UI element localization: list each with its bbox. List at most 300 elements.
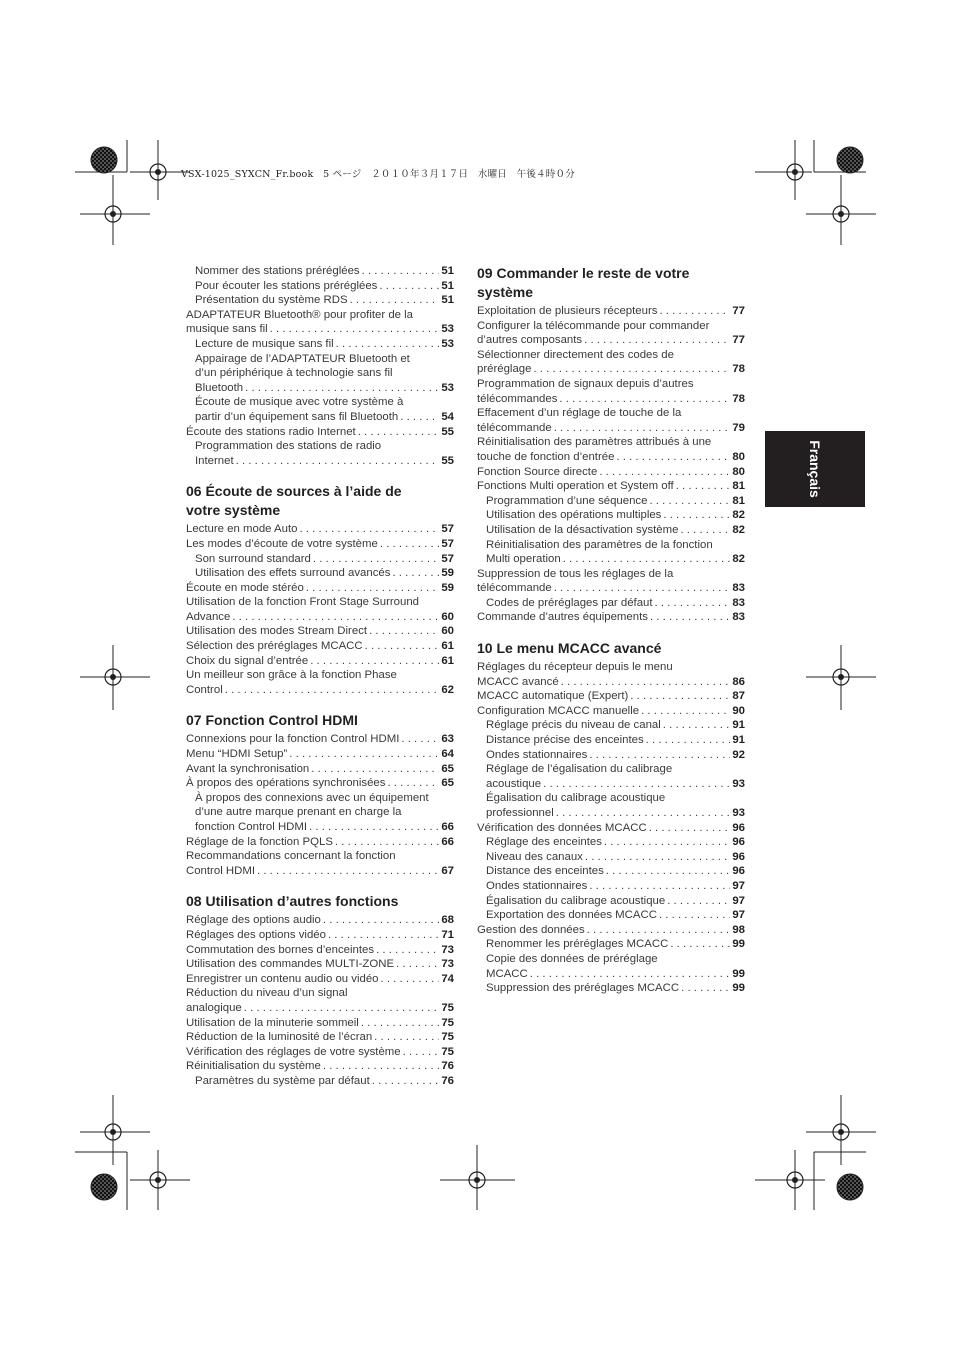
toc-page-number: 57 [441, 552, 454, 565]
toc-page-number: 78 [732, 363, 745, 376]
toc-entry-title: Réglage précis du niveau de canal [486, 719, 661, 732]
language-tab [765, 431, 865, 507]
toc-page-number: 96 [732, 836, 745, 849]
toc-entry[interactable] [477, 348, 745, 377]
dot-leader [641, 704, 730, 719]
toc-entry-title: acoustique [486, 777, 542, 790]
toc-entry-title: Écoute des stations radio Internet [186, 425, 356, 438]
dot-leader [559, 392, 730, 407]
dot-leader [561, 675, 731, 690]
toc-entry[interactable] [186, 1059, 454, 1074]
section-heading-line: 09 Commander le reste de votre [477, 265, 690, 281]
toc-page-number: 97 [732, 909, 745, 922]
toc-page-number: 83 [732, 582, 745, 595]
toc-entry[interactable] [477, 937, 745, 952]
toc-entry[interactable] [186, 849, 454, 878]
toc-entry[interactable] [186, 639, 454, 654]
toc-page-number: 98 [732, 923, 745, 936]
toc-page-number: 61 [441, 640, 454, 653]
dot-leader [257, 864, 439, 879]
dot-leader [543, 777, 730, 792]
dot-leader [232, 610, 439, 625]
toc-entry-title: Exportation des données MCACC [486, 909, 657, 922]
toc-section-heading [186, 892, 454, 911]
toc-entry-title: préréglage [477, 363, 532, 376]
toc-page-number: 79 [732, 421, 745, 434]
dot-leader [310, 654, 439, 669]
toc-entry[interactable] [186, 957, 454, 972]
toc-entry[interactable] [186, 1030, 454, 1045]
toc-entry[interactable] [477, 377, 745, 406]
dot-leader [369, 624, 439, 639]
dot-leader [365, 639, 440, 654]
toc-entry[interactable] [477, 538, 745, 567]
toc-entry[interactable] [477, 894, 745, 909]
toc-entry-line: Écoute de musique avec votre système à [195, 396, 404, 409]
toc-entry[interactable] [186, 552, 454, 567]
dot-leader [533, 362, 730, 377]
toc-entry[interactable] [186, 293, 454, 308]
toc-entry[interactable] [186, 732, 454, 747]
toc-page-number: 62 [441, 683, 454, 696]
toc-page-number: 74 [441, 972, 454, 985]
toc-page-number: 65 [441, 777, 454, 790]
dot-leader [556, 806, 731, 821]
dot-leader [401, 732, 439, 747]
toc-entry-title: MCACC [486, 967, 528, 980]
dot-leader [362, 264, 440, 279]
toc-section-heading [186, 482, 454, 520]
toc-entry-line: Programmation de signaux depuis d’autres [477, 377, 694, 390]
section-heading-line: 10 Le menu MCACC avancé [477, 640, 662, 657]
toc-entry-title: Commande d’autres équipements [477, 611, 648, 624]
toc-page-number: 60 [441, 625, 454, 638]
toc-entry-title: touche de fonction d’entrée [477, 450, 615, 463]
toc-entry-title: Réglage des enceintes [486, 836, 602, 849]
toc-entry-line: À propos des connexions avec un équipement [195, 791, 429, 804]
dot-leader [670, 937, 730, 952]
toc-entry[interactable] [186, 654, 454, 669]
dot-leader [646, 733, 731, 748]
toc-entry[interactable] [477, 523, 745, 538]
dot-leader [270, 322, 440, 337]
toc-entry[interactable] [477, 660, 745, 689]
toc-entry[interactable] [186, 913, 454, 928]
toc-entry[interactable] [186, 928, 454, 943]
toc-page-number: 75 [441, 1016, 454, 1029]
toc-entry[interactable] [477, 952, 745, 981]
toc-entry[interactable] [186, 279, 454, 294]
toc-entry-title: Gestion des données [477, 923, 585, 936]
toc-entry-line: d’un périphérique à technologie sans fil [195, 367, 393, 380]
toc-entry[interactable] [477, 465, 745, 480]
dot-leader [245, 381, 439, 396]
dot-leader [663, 508, 730, 523]
dot-leader [335, 835, 439, 850]
toc-entry[interactable] [477, 479, 745, 494]
toc-page-number: 91 [732, 719, 745, 732]
toc-entry-title: Réglages des options vidéo [186, 928, 326, 941]
dot-leader [659, 304, 730, 319]
toc-page-number: 73 [441, 958, 454, 971]
toc-page-number: 82 [732, 553, 745, 566]
toc-page-number: 76 [441, 1060, 454, 1073]
toc-entry-title: Suppression des préréglages MCACC [486, 982, 680, 995]
toc-entry-title: Configuration MCACC manuelle [477, 704, 640, 717]
toc-page-number: 78 [732, 392, 745, 405]
toc-entry-title: MCACC automatique (Expert) [477, 690, 629, 703]
toc-entry[interactable] [477, 850, 745, 865]
toc-entry[interactable] [186, 522, 454, 537]
toc-left-column [186, 264, 454, 1089]
toc-entry-title: Les modes d’écoute de votre système [186, 537, 378, 550]
toc-entry-title: À propos des opérations synchronisées [186, 777, 386, 790]
dot-leader [379, 279, 439, 294]
toc-page-number: 66 [441, 821, 454, 833]
toc-entry[interactable] [186, 986, 454, 1015]
toc-page-number: 59 [441, 581, 454, 594]
dot-leader [361, 1016, 440, 1031]
toc-entry-title: Renommer les préréglages MCACC [486, 938, 669, 951]
dot-leader [649, 821, 731, 836]
toc-entry[interactable] [477, 733, 745, 748]
toc-entry[interactable] [477, 494, 745, 509]
toc-page-number: 83 [732, 596, 745, 609]
toc-page-number: 91 [732, 734, 745, 747]
toc-entry[interactable] [186, 1016, 454, 1031]
toc-entry[interactable] [186, 308, 454, 337]
toc-entry-line: Appairage de l’ADAPTATEUR Bluetooth et [195, 352, 410, 365]
toc-entry-line: Suppression de tous les réglages de la [477, 567, 674, 580]
toc-entry-title: Multi operation [486, 553, 561, 566]
section-heading-line: votre système [186, 502, 281, 519]
toc-entry-line: Utilisation de la fonction Front Stage Surround [186, 596, 420, 609]
toc-entry-line: Réinitialisation des paramètres de la fonction [486, 538, 713, 551]
toc-entry[interactable] [477, 748, 745, 763]
toc-entry[interactable] [477, 508, 745, 523]
toc-entry-title: fonction Control HDMI [195, 821, 308, 833]
dot-leader [392, 566, 439, 581]
toc-page-number: 64 [441, 748, 454, 761]
dot-leader [306, 581, 440, 596]
dot-leader [289, 747, 439, 762]
toc-entry-title: Commutation des bornes d’enceintes [186, 943, 375, 956]
toc-entry-title: Advance [186, 610, 231, 623]
toc-page-number: 97 [732, 879, 745, 892]
toc-entry-line: Réglage de l’égalisation du calibrage [486, 763, 673, 776]
toc-entry[interactable] [477, 835, 745, 850]
toc-entry-title: Lecture en mode Auto [186, 523, 298, 536]
dot-leader [323, 913, 439, 928]
toc-page-number: 77 [732, 334, 745, 347]
toc-entry-title: Ondes stationnaires [486, 748, 588, 761]
dot-leader [587, 923, 731, 938]
dot-leader [630, 689, 730, 704]
section-heading-line: 07 Fonction Control HDMI [186, 712, 358, 729]
dot-leader [387, 776, 439, 791]
toc-page-number: 55 [441, 425, 454, 438]
dot-leader [400, 410, 439, 425]
toc-entry[interactable] [477, 596, 745, 611]
toc-entry-title: télécommande [477, 582, 552, 595]
dot-leader [530, 967, 731, 982]
toc-entry[interactable] [186, 776, 454, 791]
toc-page-number: 55 [441, 454, 454, 467]
toc-entry[interactable] [186, 425, 454, 440]
toc-entry-title: télécommande [477, 421, 552, 434]
toc-page-number: 66 [441, 835, 454, 848]
toc-page-number: 51 [441, 265, 454, 277]
toc-page-number: 53 [441, 381, 454, 394]
toc-entry-title: Lecture de musique sans fil [195, 337, 334, 350]
toc-page-number: 99 [732, 967, 745, 980]
toc-entry[interactable] [186, 762, 454, 777]
dot-leader [599, 465, 730, 480]
toc-entry-title: Sélection des préréglages MCACC [186, 640, 363, 653]
toc-entry-title: Menu “HDMI Setup” [186, 748, 288, 761]
toc-page-number: 93 [732, 807, 745, 819]
toc-entry-title: Utilisation des opérations multiples [486, 509, 662, 522]
toc-entry[interactable] [186, 1045, 454, 1060]
toc-entry-title: musique sans fil [186, 323, 268, 336]
toc-entry[interactable] [477, 704, 745, 719]
toc-entry-title: Distance des enceintes [486, 865, 604, 878]
toc-entry-title: Présentation du système RDS [195, 294, 348, 307]
toc-page-number: 99 [732, 938, 745, 951]
toc-entry-title: Avant la synchronisation [186, 762, 310, 775]
toc-entry-title: Ondes stationnaires [486, 879, 588, 892]
toc-entry-title: Utilisation de la désactivation système [486, 523, 679, 536]
toc-page-number: 59 [441, 567, 454, 580]
toc-entry-title: Enregistrer un contenu audio ou vidéo [186, 972, 379, 985]
toc-entry-line: Un meilleur son grâce à la fonction Phase [186, 669, 397, 682]
dot-leader [309, 820, 439, 835]
dot-leader [554, 581, 731, 596]
toc-entry-title: Control HDMI [186, 864, 255, 877]
toc-entry[interactable] [477, 319, 745, 348]
section-heading-line: 06 Écoute de sources à l’aide de [186, 483, 402, 500]
dot-leader [589, 879, 730, 894]
dot-leader [244, 1001, 440, 1016]
toc-entry[interactable] [186, 337, 454, 352]
dot-leader [311, 762, 439, 777]
toc-entry[interactable] [477, 406, 745, 435]
toc-page-number: 93 [732, 777, 745, 790]
toc-section-heading [186, 711, 454, 730]
dot-leader [396, 957, 439, 972]
toc-entry-title: Fonctions Multi operation et System off [477, 480, 674, 493]
toc-entry-title: Utilisation des effets surround avancés [195, 567, 391, 580]
toc-page-number: 54 [441, 410, 454, 423]
toc-page-number: 82 [732, 523, 745, 536]
dot-leader [376, 943, 439, 958]
toc-page-number: 57 [441, 537, 454, 550]
toc-entry-line: Réinitialisation des paramètres attribués à une [477, 436, 712, 449]
toc-entry-title: Utilisation de la minuterie sommeil [186, 1016, 359, 1029]
toc-page-number: 71 [441, 928, 454, 941]
toc-entry-title: Programmation d’une séquence [486, 494, 648, 507]
toc-entry-line: Sélectionner directement des codes de [477, 348, 674, 361]
toc-entry[interactable] [186, 566, 454, 581]
toc-entry-line: Programmation des stations de radio [195, 440, 382, 453]
toc-page-number: 80 [732, 465, 745, 478]
toc-entry[interactable] [186, 581, 454, 596]
toc-entry[interactable] [186, 264, 454, 279]
toc-right-column [477, 264, 745, 996]
toc-entry-title: analogique [186, 1001, 242, 1014]
toc-entry-title: Bluetooth [195, 381, 244, 394]
toc-entry-title: Vérification des données MCACC [477, 821, 647, 834]
toc-entry[interactable] [186, 1074, 454, 1089]
toc-entry[interactable] [186, 835, 454, 850]
toc-entry[interactable] [477, 304, 745, 319]
dot-leader [358, 425, 440, 440]
toc-page-number: 63 [441, 733, 454, 746]
toc-section-heading [477, 264, 745, 302]
toc-entry-line: Effacement d’un réglage de touche de la [477, 407, 682, 420]
toc-entry[interactable] [477, 718, 745, 733]
toc-entry-line: Égalisation du calibrage acoustique [486, 792, 666, 805]
toc-page-number: 87 [732, 690, 745, 703]
toc-entry[interactable] [186, 595, 454, 624]
toc-entry-title: Son surround standard [195, 552, 311, 565]
toc-entry[interactable] [186, 352, 454, 396]
dot-leader [650, 610, 730, 625]
toc-page-number: 51 [441, 294, 454, 307]
toc-entry[interactable] [477, 923, 745, 938]
toc-page-number: 53 [441, 323, 454, 336]
toc-entry-line: d’une autre marque prenant en charge la [195, 806, 402, 819]
toc-entry[interactable] [186, 747, 454, 762]
toc-page-number: 81 [732, 494, 745, 507]
toc-entry[interactable] [186, 972, 454, 987]
toc-page-number: 96 [732, 865, 745, 878]
toc-entry-title: Nommer des stations préréglées [195, 265, 360, 277]
dot-leader [616, 450, 730, 465]
dot-leader [585, 850, 730, 865]
toc-entry-title: Réinitialisation du système [186, 1060, 321, 1073]
toc-entry-title: Utilisation des modes Stream Direct [186, 625, 368, 638]
toc-entry-title: MCACC avancé [477, 675, 559, 688]
toc-entry[interactable] [477, 981, 745, 996]
dot-leader [655, 596, 731, 611]
toc-entry[interactable] [477, 762, 745, 791]
toc-entry-line: Réglages du récepteur depuis le menu [477, 661, 673, 674]
dot-leader [403, 1045, 440, 1060]
toc-page-number: 96 [732, 850, 745, 863]
dot-leader [663, 718, 731, 733]
toc-entry[interactable] [477, 567, 745, 596]
toc-entry-title: Fonction Source directe [477, 465, 598, 478]
toc-page-number: 61 [441, 654, 454, 667]
language-tab-label: Français [807, 440, 823, 498]
dot-leader [584, 333, 730, 348]
toc-entry[interactable] [477, 864, 745, 879]
dot-leader [328, 928, 439, 943]
toc-entry-title: Paramètres du système par défaut [195, 1074, 370, 1087]
toc-page-number: 83 [732, 611, 745, 624]
dot-leader [604, 835, 730, 850]
dot-leader [563, 552, 731, 567]
dot-leader [554, 421, 731, 436]
toc-page-number: 75 [441, 1001, 454, 1014]
toc-entry[interactable] [186, 791, 454, 835]
dot-leader [659, 908, 730, 923]
toc-page-number: 68 [441, 914, 454, 927]
toc-entry[interactable] [477, 435, 745, 464]
dot-leader [667, 894, 730, 909]
toc-entry-title: Égalisation du calibrage acoustique [486, 894, 666, 907]
toc-entry-title: Internet [195, 454, 234, 467]
toc-entry-line: Copie des données de préréglage [486, 952, 658, 965]
toc-entry[interactable] [477, 821, 745, 836]
print-header: VSX-1025_SYXCN_Fr.book 5 ページ ２０１０年３月１７日 水曜日 午後４時０分 [181, 169, 575, 180]
section-heading-line: système [477, 284, 534, 300]
toc-entry[interactable] [477, 689, 745, 704]
toc-page-number: 90 [732, 704, 745, 717]
dot-leader [680, 523, 730, 538]
toc-entry-title: Écoute en mode stéréo [186, 581, 304, 594]
toc-entry[interactable] [477, 879, 745, 894]
dot-leader [236, 454, 440, 469]
toc-page-number: 60 [441, 610, 454, 623]
toc-entry-title: Réduction de la luminosité de l’écran [186, 1031, 373, 1044]
dot-leader [649, 494, 730, 509]
toc-entry-title: télécommandes [477, 392, 558, 405]
toc-entry-title: d’autres composants [477, 334, 583, 347]
toc-entry[interactable] [186, 439, 454, 468]
toc-entry-title: Réglage de la fonction PQLS [186, 835, 333, 848]
toc-entry[interactable] [186, 668, 454, 697]
toc-page-number: 75 [441, 1045, 454, 1058]
toc-page-number: 82 [732, 509, 745, 522]
section-heading-line: 08 Utilisation d’autres fonctions [186, 893, 399, 910]
dot-leader [372, 1074, 440, 1089]
toc-entry-title: Exploitation de plusieurs récepteurs [477, 305, 658, 317]
toc-entry[interactable] [186, 537, 454, 552]
toc-entry[interactable] [186, 624, 454, 639]
toc-entry-title: Choix du signal d’entrée [186, 654, 309, 667]
toc-entry-line: Réduction du niveau d’un signal [186, 987, 348, 1000]
toc-entry-line: ADAPTATEUR Bluetooth® pour profiter de la [186, 308, 414, 321]
toc-page-number: 51 [441, 279, 454, 292]
toc-entry[interactable] [477, 610, 745, 625]
toc-entry-title: Utilisation des commandes MULTI-ZONE [186, 958, 395, 971]
toc-entry[interactable] [186, 395, 454, 424]
dot-leader [323, 1059, 439, 1074]
toc-entry-line: Configurer la télécommande pour commander [477, 319, 710, 332]
toc-entry-title: Pour écouter les stations préréglées [195, 279, 378, 292]
toc-page-number: 65 [441, 762, 454, 775]
toc-entry[interactable] [477, 908, 745, 923]
toc-entry[interactable] [477, 791, 745, 820]
toc-entry-title: partir d’un équipement sans fil Bluetooth [195, 410, 399, 423]
toc-page-number: 77 [732, 305, 745, 317]
toc-page-number: 53 [441, 337, 454, 350]
dot-leader [299, 522, 439, 537]
dot-leader [606, 864, 731, 879]
toc-entry-title: Control [186, 683, 223, 696]
dot-leader [336, 337, 440, 352]
toc-page-number: 81 [732, 480, 745, 493]
toc-page-number: 97 [732, 894, 745, 907]
toc-page-number: 92 [732, 748, 745, 761]
toc-page-number: 67 [441, 864, 454, 877]
dot-leader [381, 972, 440, 987]
toc-entry[interactable] [186, 943, 454, 958]
toc-entry-title: Distance précise des enceintes [486, 734, 644, 747]
toc-page-number: 99 [732, 982, 745, 995]
